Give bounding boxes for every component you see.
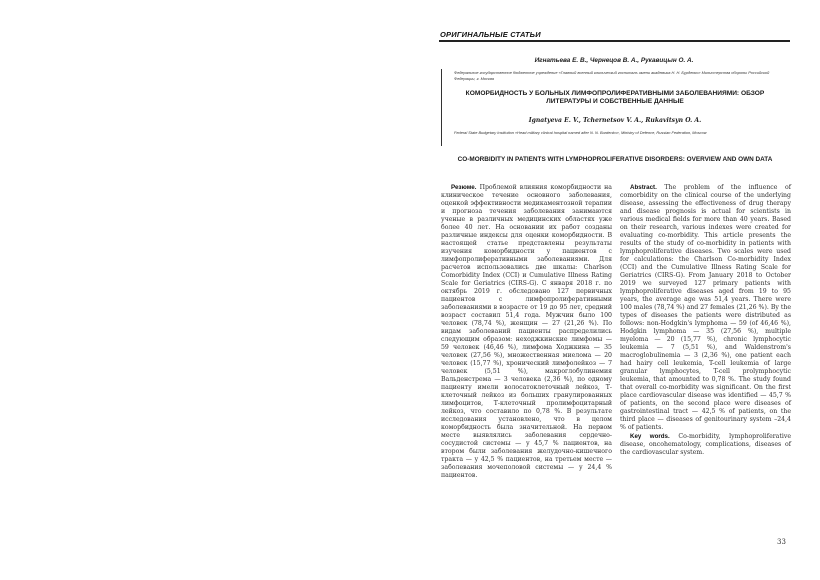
- affiliation-ru: Федеральное государственное бюджетное учреждение «Главный военный клинический госпиталь имени академика Н. Н. Бурденко» Министерства обороны Российской Федерации, г. Москва: [454, 70, 770, 81]
- authors-ru: Игнатьева Е. В., Чернецов В. А., Рукавицын О. А.: [534, 57, 694, 64]
- title-ru: КОМОРБИДНОСТЬ У БОЛЬНЫХ ЛИМФОПРОЛИФЕРАТИВНЫМИ ЗАБОЛЕВАНИЯМИ: ОБЗОР ЛИТЕРАТУРЫ И СОБСТВЕННЫЕ ДАННЫЕ: [465, 90, 765, 106]
- abstract-en: [620, 184, 791, 432]
- abstract-ru-label: Резюме.: [451, 184, 477, 191]
- page-number: 33: [777, 538, 786, 546]
- keywords-en-label: Key words.: [630, 433, 670, 440]
- abstract-ru: [441, 184, 612, 480]
- title-en: CO-MORBIDITY IN PATIENTS WITH LYMPHOPROLIFERATIVE DISORDERS: OVERVIEW AND OWN DATA: [457, 156, 773, 163]
- abstract-en-column: [620, 184, 791, 457]
- keywords-en: [620, 433, 791, 457]
- abstract-en-text: The problem of the influence of comorbidity on the clinical course of the underlying disease, assessing the effectiveness of drug therapy and disease prognosis is actual for scientists in various medical fields for more than 40 years. Based on their research, various indexes were created for evaluating co-morbidity. This article presents the results of the study of co-morbidity in patients with lymphoproliferative diseases. Two scales were used for calculations: the Charlson Co-morbidity Index (CCI) and the Cumulative Illness Rating Scale for Geriatrics (CIRS-G). From January 2018 to October 2019 we surveyed 127 primary patients with lymphoproliferative diseases aged from 19 to 95 years, the average age was 51,4 years. There were 100 males (78,74 %) and 27 females (21,26 %). By the types of diseases the patients were distributed as follows: non-Hodgkin's lymphoma — 59 (of 46,46 %), Hodgkin lymphoma — 35 (27,56 %), multiple myeloma — 20 (15,77 %), chronic lymphocytic leukemia — 7 (5,51 %), and Waldenstrom's macroglobulinemia — 3 (2,36 %), one patient each had hairy cell leukemia, T-cell leukemia of large granular lymphocytes, T-cell prolymphocytic leukemia, that amounted to 0,78 %. The study found that overall co-morbidity was significant. On the first place cardiovascular disease was identified — 45,7 % of patients, on the second place were diseases of gastrointestinal tract — 42,5 % of patients, on the third place — diseases of genitourinary system –24,4 % of patients.: [620, 184, 791, 431]
- abstract-ru-text: Проблемой влияния коморбидности на клиническое течение основного заболевания, оценкой эффективности медикаментозной терапии и прогноза течения заболевания занимаются ученые в различных медицинских областях уже более 40 лет. На основании их работ созданы различные индексы для оценки коморбидности. В настоящей статье представлены результаты изучения коморбидности у пациентов с лимфопролиферативными заболеваниями. Для расчетов использовались две шкалы: Charlson Comorbidity Index (CCI) и Cumulative Illness Rating Scale for Geriatrics (CIRS-G). С января 2018 г. по октябрь 2019 г. обследовано 127 первичных пациентов с лимфопролиферативными заболеваниями в возрасте от 19 до 95 лет, средний возраст составил 51,4 года. Мужчин было 100 человек (78,74 %), женщин — 27 (21,26 %). По видам заболеваний пациенты распределились следующим образом: неходжкинские лимфомы — 59 человек (46,46 %), лимфома Ходжкина — 35 человек (27,56 %), множественная миелома — 20 человек (15,77 %), хронический лимфолейкоз — 7 человек (5,51 %), макроглобулинемия Вальденстрема — 3 человека (2,36 %), по одному пациенту имели волосатоклеточный лейкоз, Т-клеточный лейкоз из больших гранулированных лимфоцитов, Т-клеточный пролимфоцитарный лейкоз, что составило по 0,78 %. В результате исследования установлено, что в целом коморбидность была значительной. На первом месте выявлялись заболевания сердечно-сосудистой системы — у 45,7 % пациентов, на втором были заболевания желудочно-кишечного тракта — у 42,5 % пациентов, на третьем месте — заболевания мочеполовой системы — у 24,4 % пациентов.: [441, 184, 612, 479]
- authors-en: Ignatyeva E. V., Tchernetsov V. A., Rukavitsyn O. A.: [528, 117, 702, 124]
- affiliation-en: Federal State Budgetary Institution «Head military clinical hospital named after N. N. Burdenko», Ministry of Defence, Russian Federation, Moscow: [454, 130, 707, 135]
- section-divider: [439, 40, 790, 42]
- keywords-en-text: Co-morbidity, lymphoproliferative disease, oncohematology, complications, diseases of the cardiovascular system.: [620, 433, 791, 456]
- abstract-ru-column: [441, 184, 612, 480]
- abstract-en-label: Abstract.: [630, 184, 657, 191]
- section-label: ОРИГИНАЛЬНЫЕ СТАТЬИ: [440, 30, 541, 39]
